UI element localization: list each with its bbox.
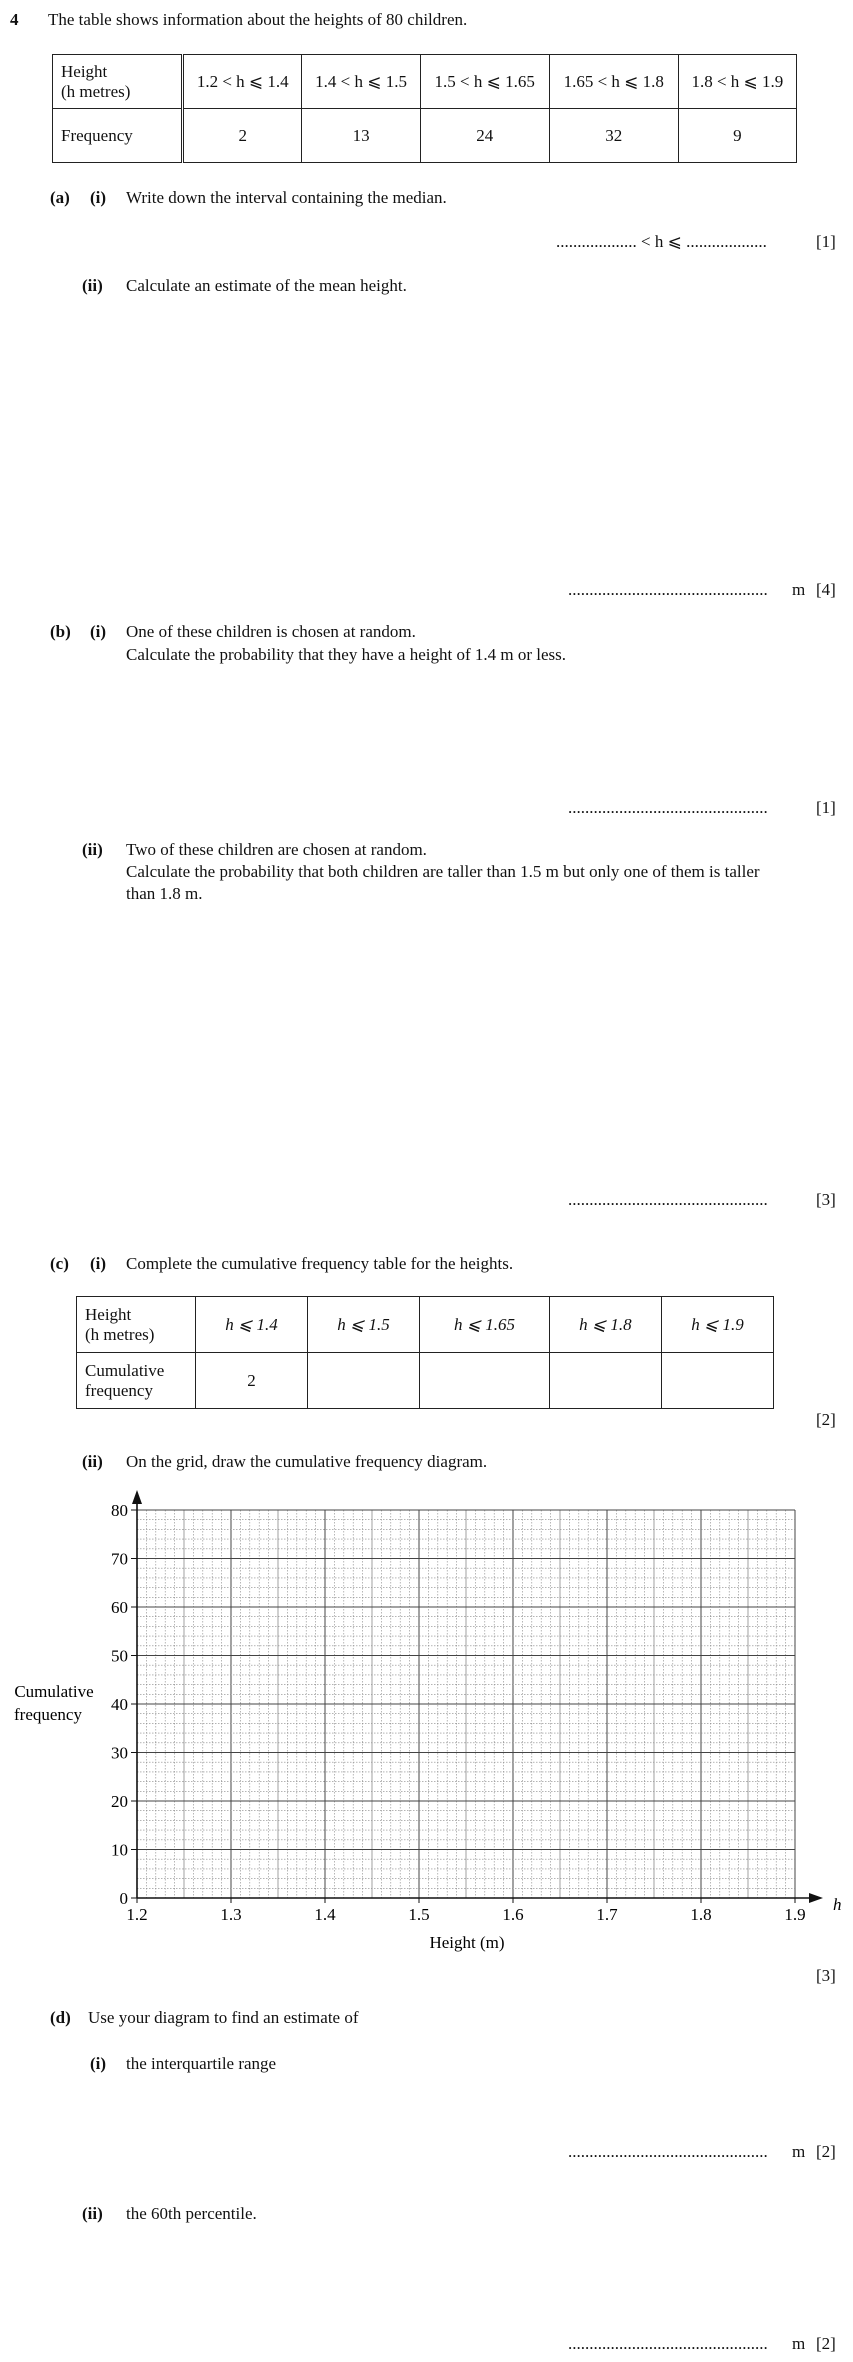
marks-d-ii: [2]: [816, 2334, 836, 2353]
interval-cell: 1.65 < h ⩽ 1.8: [549, 55, 678, 109]
part-b-ii-text2: Calculate the probability that both children are taller than 1.5 m but only one of them is taller: [126, 862, 760, 881]
x-tick-label: 1.6: [502, 1905, 524, 1924]
cum-header-line2: (h metres): [85, 1324, 155, 1344]
answer-line-percentile[interactable]: ...............................................: [568, 2334, 768, 2353]
cum-column-header: h ⩽ 1.65: [420, 1297, 550, 1353]
marks-a-ii: [4]: [816, 580, 836, 599]
unit-a-ii: m: [792, 580, 806, 599]
marks-c-ii: [3]: [816, 1966, 836, 1985]
cum-value-cell[interactable]: [308, 1353, 420, 1409]
cum-column-header: h ⩽ 1.8: [549, 1297, 661, 1353]
marks-c-i: [2]: [816, 1410, 836, 1429]
answer-line-mean[interactable]: ...............................................: [568, 580, 768, 599]
interval-cell: 1.5 < h ⩽ 1.65: [420, 55, 549, 109]
x-tick-label: 1.3: [220, 1905, 242, 1924]
part-d-i-text: the interquartile range: [126, 2054, 277, 2073]
part-c-i-text: Complete the cumulative frequency table for the heights.: [126, 1254, 514, 1273]
interval-cell: 1.2 < h ⩽ 1.4: [183, 55, 302, 109]
y-axis-arrow: [132, 1490, 142, 1504]
part-b-i-label: (i): [90, 622, 107, 641]
cum-value-cell[interactable]: [549, 1353, 661, 1409]
x-axis-symbol: h: [833, 1895, 842, 1914]
x-tick-label: 1.4: [314, 1905, 336, 1924]
freq-header-line2: (h metres): [61, 81, 131, 101]
y-tick-label: 70: [111, 1549, 128, 1569]
frequency-table: [52, 54, 797, 163]
grid-lines: [137, 1510, 795, 1898]
part-d-label: (d): [50, 2008, 71, 2027]
frequency-cell: 24: [420, 109, 549, 163]
part-a-i-label: (i): [90, 188, 107, 207]
part-d-i-label: (i): [90, 2054, 107, 2073]
part-d-text: Use your diagram to find an estimate of: [88, 2008, 359, 2027]
part-c-i-label: (i): [90, 1254, 107, 1273]
freq-table-header: [53, 55, 183, 109]
cum-value-cell[interactable]: 2: [196, 1353, 308, 1409]
cumulative-frequency-grid[interactable]: [0, 1480, 853, 1980]
question-intro: The table shows information about the heights of 80 children.: [48, 10, 468, 29]
cum-column-header: h ⩽ 1.9: [661, 1297, 773, 1353]
y-axis-label-line2: frequency: [14, 1705, 82, 1724]
y-tick-label: 80: [111, 1501, 128, 1520]
cum-table-header: [77, 1297, 196, 1353]
cum-row-label-line2: frequency: [85, 1380, 153, 1400]
frequency-row-label: Frequency: [53, 109, 183, 163]
x-tick-label: 1.2: [126, 1905, 148, 1924]
cumulative-frequency-table: [76, 1296, 774, 1409]
answer-line-iqr[interactable]: ...............................................: [568, 2142, 768, 2161]
part-b-ii-text1: Two of these children are chosen at random.: [126, 840, 427, 859]
y-tick-label: 20: [111, 1792, 128, 1811]
question-number: 4: [10, 10, 19, 29]
part-a-ii-label: (ii): [82, 276, 103, 295]
y-axis-label-line1: Cumulative: [14, 1682, 94, 1701]
cum-value-cell[interactable]: [420, 1353, 550, 1409]
frequency-cell: 32: [549, 109, 678, 163]
x-tick-label: 1.7: [596, 1905, 618, 1924]
part-a-ii-text: Calculate an estimate of the mean height.: [126, 276, 407, 295]
x-tick-label: 1.5: [408, 1905, 430, 1924]
x-axis-arrow: [809, 1893, 823, 1903]
y-tick-label: 40: [111, 1695, 128, 1714]
frequency-cell: 13: [302, 109, 420, 163]
x-axis-label: Height (m): [429, 1933, 505, 1952]
marks-b-i: [1]: [816, 798, 836, 817]
part-c-ii-text: On the grid, draw the cumulative frequency diagram.: [126, 1452, 488, 1471]
freq-header-line1: Height: [61, 61, 108, 81]
x-tick-label: 1.8: [690, 1905, 712, 1924]
marks-a-i: [1]: [816, 232, 836, 251]
marks-d-i: [2]: [816, 2142, 836, 2161]
marks-b-ii: [3]: [816, 1190, 836, 1209]
axes: [132, 1490, 823, 1903]
unit-d-ii: m: [792, 2334, 806, 2353]
interval-cell: 1.4 < h ⩽ 1.5: [302, 55, 420, 109]
part-b-ii-text3: than 1.8 m.: [126, 884, 203, 903]
part-a-i-text: Write down the interval containing the median.: [126, 188, 447, 207]
y-tick-label: 0: [119, 1889, 128, 1908]
part-b-label: (b): [50, 622, 71, 641]
frequency-cell: 2: [183, 109, 302, 163]
answer-line-median[interactable]: ................... < h ⩽ ...................: [556, 232, 767, 251]
cum-value-cell[interactable]: [661, 1353, 773, 1409]
part-b-i-text2: Calculate the probability that they have a height of 1.4 m or less.: [126, 645, 566, 664]
part-d-ii-text: the 60th percentile.: [126, 2204, 257, 2223]
answer-line-prob-1[interactable]: ...............................................: [568, 798, 768, 817]
part-a-label: (a): [50, 188, 70, 207]
y-tick-label: 50: [111, 1646, 128, 1666]
y-tick-label: 60: [111, 1598, 128, 1617]
x-tick-label: 1.9: [784, 1905, 806, 1924]
cum-column-header: h ⩽ 1.4: [196, 1297, 308, 1353]
part-d-ii-label: (ii): [82, 2204, 103, 2223]
unit-d-i: m: [792, 2142, 806, 2161]
cum-row-label-line1: Cumulative: [85, 1360, 165, 1380]
part-b-ii-label: (ii): [82, 840, 103, 859]
y-tick-label: 30: [111, 1743, 128, 1763]
frequency-cell: 9: [678, 109, 796, 163]
cum-column-header: h ⩽ 1.5: [308, 1297, 420, 1353]
cum-header-line1: Height: [85, 1304, 132, 1324]
answer-line-prob-2[interactable]: ...............................................: [568, 1190, 768, 1209]
part-b-i-text1: One of these children is chosen at random.: [126, 622, 416, 641]
cum-row-label: [77, 1353, 196, 1409]
interval-cell: 1.8 < h ⩽ 1.9: [678, 55, 796, 109]
part-c-ii-label: (ii): [82, 1452, 103, 1471]
y-tick-label: 10: [111, 1840, 128, 1860]
part-c-label: (c): [50, 1254, 69, 1273]
